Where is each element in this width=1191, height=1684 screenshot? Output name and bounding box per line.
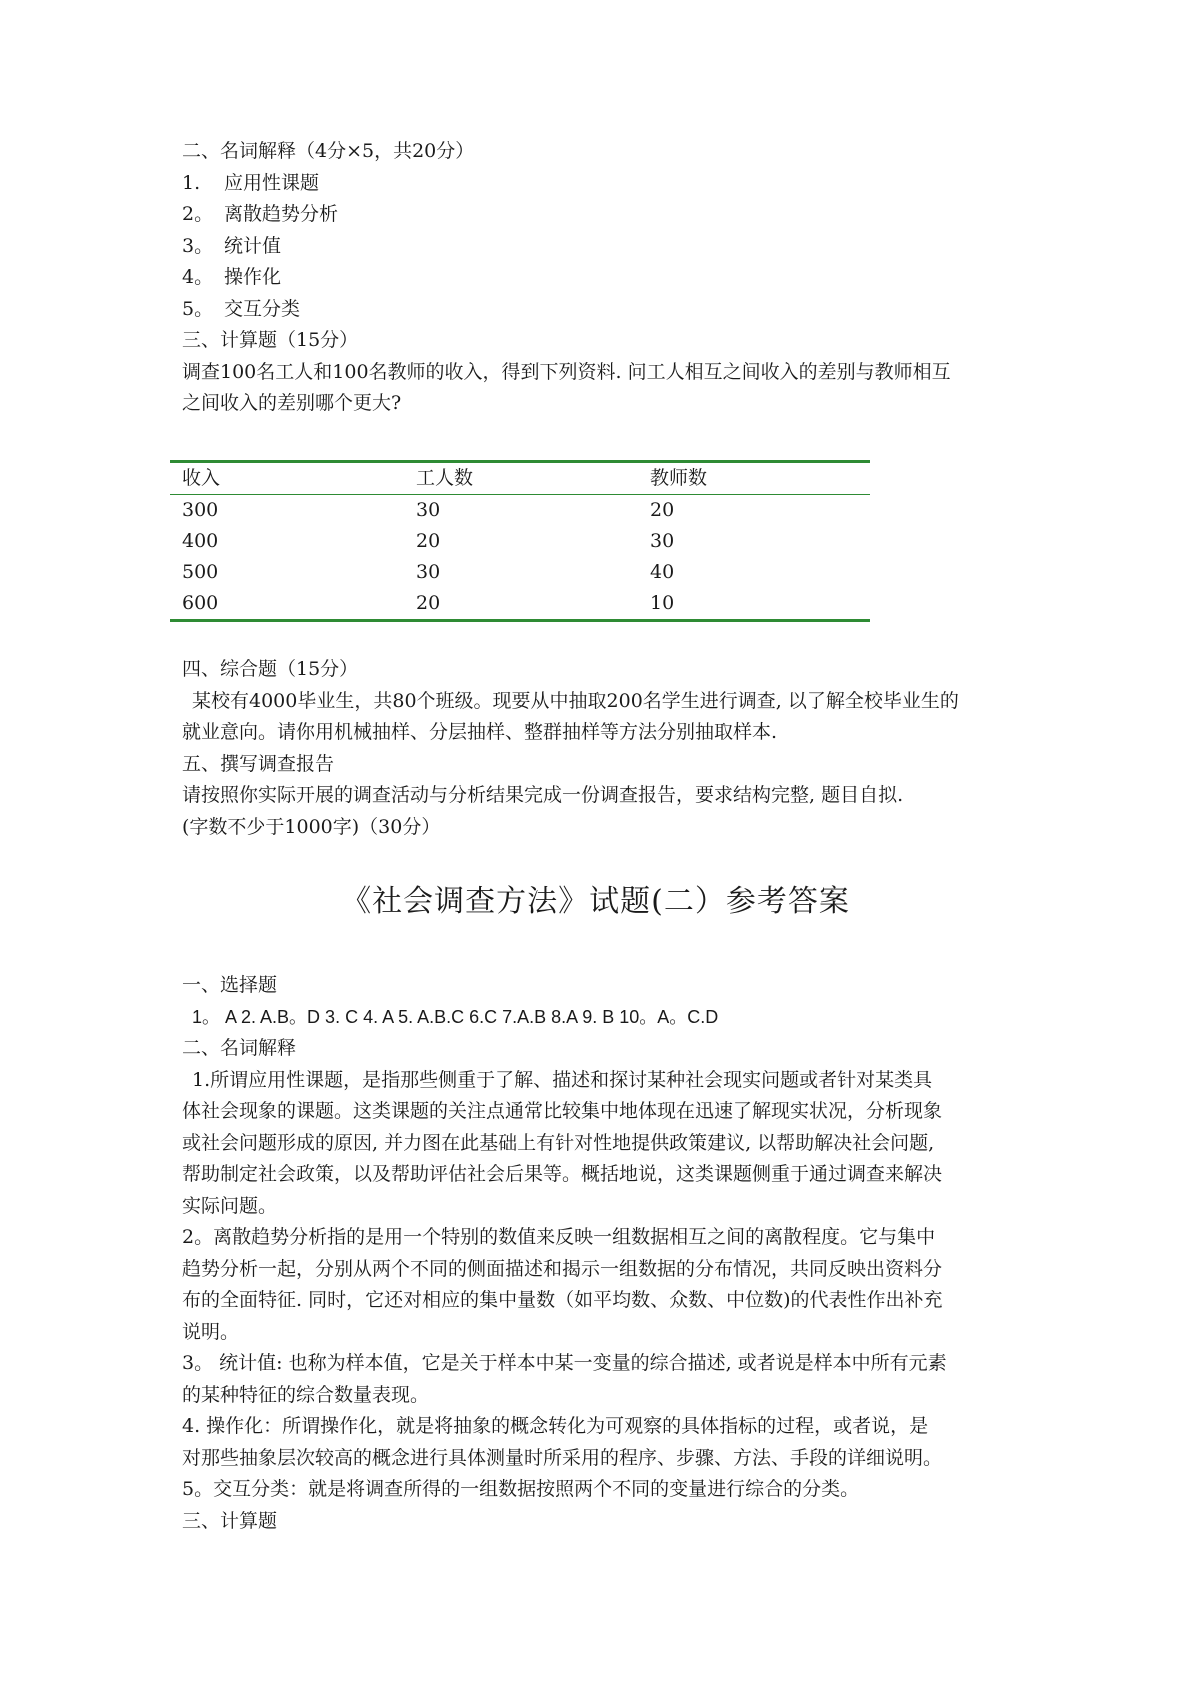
calc-question-line: 之间收入的差别哪个更大? xyxy=(182,392,402,414)
term-item: 5。 交互分类 xyxy=(182,297,301,320)
answer-line: 5。交互分类：就是将调查所得的一组数据按照两个不同的变量进行综合的分类。 xyxy=(182,1478,860,1500)
sampling-question-line: 某校有4000毕业生，共80个班级。现要从中抽取200名学生进行调查, 以了解全校毕业生的 xyxy=(192,689,959,712)
answer-line: 1.所谓应用性课题，是指那些侧重于了解、描述和探讨某种社会现实问题或者针对某类具 xyxy=(192,1068,933,1091)
term-item: 3。 统计值 xyxy=(182,234,282,257)
section5-heading: 五、撰写调查报告 xyxy=(182,752,335,775)
table-row: 400 20 30 xyxy=(182,530,675,552)
answer-line: 的某种特征的综合数量表现。 xyxy=(182,1383,430,1406)
income-table xyxy=(170,460,870,622)
table-row: 500 30 40 xyxy=(182,561,675,583)
section2-heading: 二、名词解释（4分×5，共20分） xyxy=(182,140,475,162)
term-item: 1. 应用性课题 xyxy=(182,171,320,194)
answer-line: 体社会现象的课题。这类课题的关注点通常比较集中地体现在迅速了解现实状况，分析现象 xyxy=(182,1100,943,1122)
table-row: 600 20 10 xyxy=(170,588,870,621)
answer-line: 2。离散趋势分析指的是用一个特别的数值来反映一组数据相互之间的离散程度。它与集中 xyxy=(182,1226,936,1248)
answer-line: 说明。 xyxy=(182,1320,240,1343)
answer-line: 趋势分析一起，分别从两个不同的侧面描述和揭示一组数据的分布情况，共同反映出资料分 xyxy=(182,1257,943,1280)
mc-answers: 1。 A 2. A.B。D 3. C 4. A 5. A.B.C 6.C 7.A.B 8.A 9. B 10。A。C.D xyxy=(192,1006,719,1027)
answer-s2-heading: 二、名词解释 xyxy=(182,1037,297,1059)
answer-s3-heading: 三、计算题 xyxy=(182,1509,278,1532)
section3-heading: 三、计算题（15分） xyxy=(182,329,359,351)
answers-block xyxy=(182,970,1022,1537)
header-workers: 工人数 xyxy=(416,467,474,489)
answer-line: 对那些抽象层次较高的概念进行具体测量时所采用的程序、步骤、方法、手段的详细说明。 xyxy=(182,1446,943,1469)
table-row: 300 30 20 xyxy=(182,499,675,521)
section4-heading: 四、综合题（15分） xyxy=(182,658,359,680)
term-item: 2。 离散趋势分析 xyxy=(182,203,339,225)
answer-line: 4. 操作化：所谓操作化，就是将抽象的概念转化为可观察的具体指标的过程，或者说，是 xyxy=(182,1415,929,1437)
term-item: 4。 操作化 xyxy=(182,266,282,288)
header-teachers: 教师数 xyxy=(650,467,708,489)
questions-block xyxy=(182,136,1022,420)
answer-line: 实际问题。 xyxy=(182,1194,278,1217)
answer-line: 帮助制定社会政策，以及帮助评估社会后果等。概括地说，这类课题侧重于通过调查来解决 xyxy=(182,1163,943,1185)
report-question-line: 请按照你实际开展的调查活动与分析结果完成一份调查报告，要求结构完整, 题目自拟. xyxy=(182,784,904,806)
sampling-question-line: 就业意向。请你用机械抽样、分层抽样、整群抽样等方法分别抽取样本. xyxy=(182,721,778,743)
answer-title: 《社会调查方法》试题(二）参考答案 xyxy=(341,884,850,919)
questions-block-2 xyxy=(182,654,1022,843)
calc-question-line: 调查100名工人和100名教师的收入，得到下列资料. 问工人相互之间收入的差别与教师相互 xyxy=(182,360,951,383)
header-income: 收入 xyxy=(182,467,221,489)
answer-line: 布的全面特征. 同时，它还对相应的集中量数（如平均数、众数、中位数)的代表性作出补充 xyxy=(182,1289,943,1311)
answer-line: 或社会问题形成的原因, 并力图在此基础上有针对性地提供政策建议, 以帮助解决社会问题, xyxy=(182,1131,935,1154)
answer-line: 3。 统计值: 也称为样本值，它是关于样本中某一变量的综合描述, 或者说是样本中所有元素 xyxy=(182,1352,947,1374)
answer-s1-heading: 一、选择题 xyxy=(182,974,278,996)
table-header-row xyxy=(170,462,870,495)
report-question-line: (字数不少于1000字)（30分） xyxy=(182,815,441,838)
